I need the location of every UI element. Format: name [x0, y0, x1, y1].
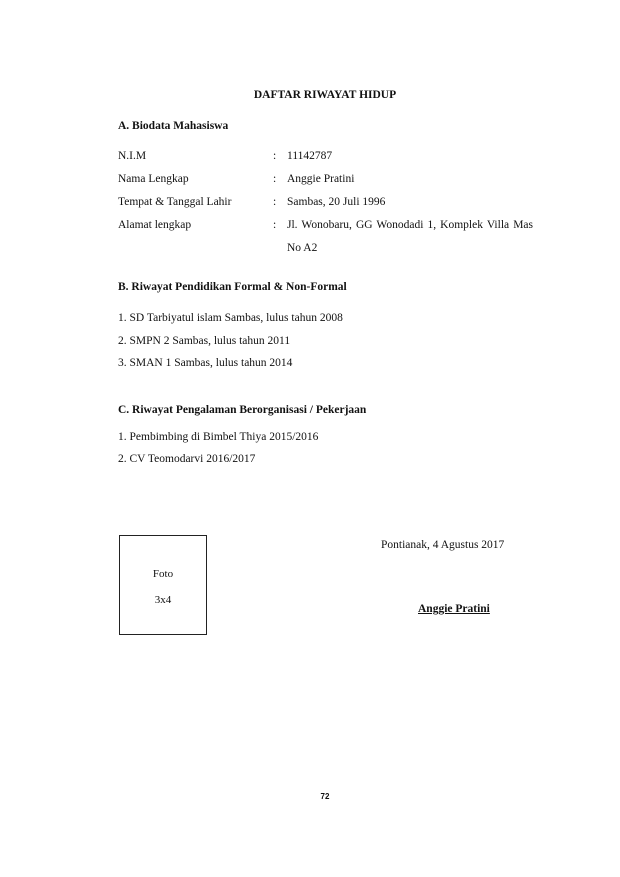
photo-placeholder	[119, 535, 207, 635]
full-name-value: Anggie Pratini	[287, 173, 355, 185]
birth-colon: :	[273, 196, 277, 208]
education-item: 3. SMAN 1 Sambas, lulus tahun 2014	[118, 357, 293, 369]
nim-label: N.I.M	[118, 150, 147, 162]
experience-item: 2. CV Teomodarvi 2016/2017	[118, 453, 256, 465]
document-title: DAFTAR RIWAYAT HIDUP	[253, 89, 397, 101]
address-colon: :	[273, 219, 277, 231]
education-item: 2. SMPN 2 Sambas, lulus tahun 2011	[118, 335, 291, 347]
education-item: 1. SD Tarbiyatul islam Sambas, lulus tahun 2008	[118, 312, 343, 324]
birth-value: Sambas, 20 Juli 1996	[287, 196, 386, 208]
nim-value: 11142787	[287, 150, 333, 162]
section-c-heading: C. Riwayat Pengalaman Berorganisasi / Pekerjaan	[118, 404, 367, 416]
address-value: Jl. Wonobaru, GG Wonodadi 1, Komplek Villa Mas No A2	[287, 219, 533, 254]
signature-place-date: Pontianak, 4 Agustus 2017	[381, 539, 505, 551]
section-a-heading: A. Biodata Mahasiswa	[118, 120, 229, 132]
birth-label: Tempat & Tanggal Lahir	[118, 196, 232, 208]
photo-label: Foto	[152, 568, 174, 580]
signer-name: Anggie Pratini	[418, 603, 490, 615]
section-b-heading: B. Riwayat Pendidikan Formal & Non-Formal	[118, 281, 347, 293]
full-name-label: Nama Lengkap	[118, 173, 189, 185]
experience-item: 1. Pembimbing di Bimbel Thiya 2015/2016	[118, 431, 319, 443]
page-number: 72	[320, 792, 330, 801]
photo-size-label: 3x4	[154, 594, 172, 606]
nim-colon: :	[273, 150, 277, 162]
full-name-colon: :	[273, 173, 277, 185]
address-label: Alamat lengkap	[118, 219, 192, 231]
